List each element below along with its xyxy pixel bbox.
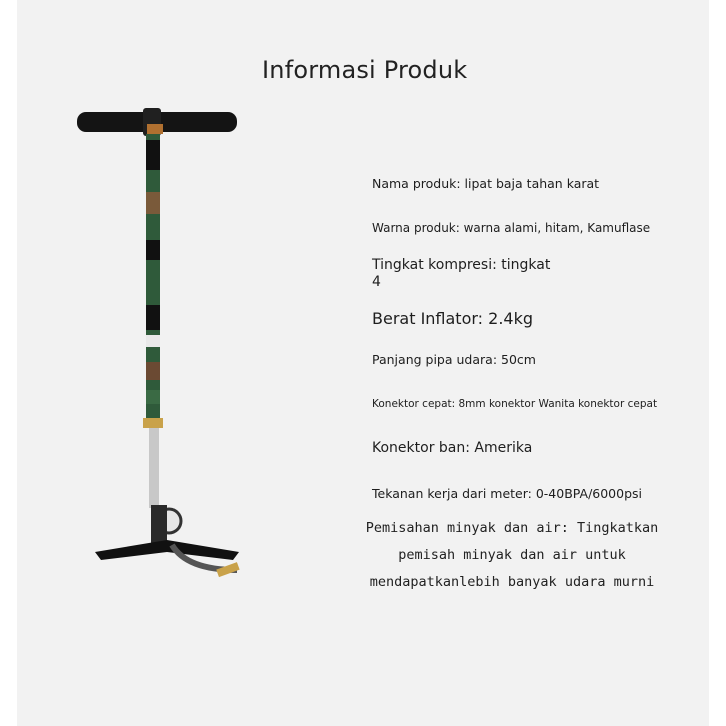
spec-weight: Berat Inflator: 2.4kg	[372, 309, 534, 328]
spec-tire-connector: Konektor ban: Amerika	[372, 440, 533, 456]
oil-water-separator-note	[362, 515, 662, 596]
spec-product-name: Nama produk: lipat baja tahan karat	[372, 176, 600, 191]
spec-hose-length: Panjang pipa udara: 50cm	[372, 352, 536, 367]
right-margin	[709, 0, 726, 726]
spec-compression-level: Tingkat kompresi: tingkat 4	[372, 257, 551, 290]
page-title: Informasi Produk	[262, 56, 468, 84]
hand-pump-icon	[77, 100, 257, 600]
spec-quick-connector: Konektor cepat: 8mm konektor Wanita konektor cepat	[372, 398, 658, 410]
note-line-2: pemisah minyak dan air untuk	[398, 547, 626, 563]
spec-product-color: Warna produk: warna alami, hitam, Kamuflase	[372, 221, 651, 235]
spec-working-pressure: Tekanan kerja dari meter: 0-40BPA/6000psi	[372, 486, 643, 501]
note-line-1: Pemisahan minyak dan air: Tingkatkan	[365, 520, 659, 536]
product-info-panel	[17, 0, 709, 726]
note-line-3: mendapatkanlebih banyak udara murni	[369, 574, 655, 590]
